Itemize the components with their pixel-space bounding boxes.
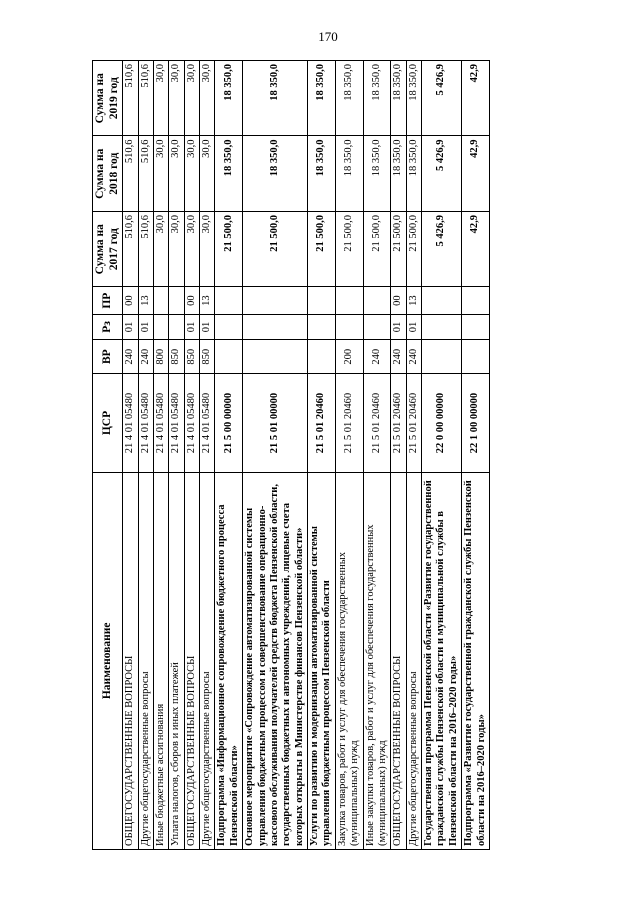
cell-sum-2017: 21 500,0	[391, 211, 406, 286]
cell-sum-2019: 30,0	[184, 61, 199, 137]
cell-pr: 00	[184, 287, 199, 314]
table-row	[184, 61, 199, 850]
cell-pr	[363, 287, 391, 314]
cell-name: Услуги по развитию и модернизации автоматизированной системы управления бюджетным процессом Пензенской области	[308, 472, 336, 849]
table-row	[169, 61, 184, 850]
cell-rz: 01	[200, 314, 215, 339]
cell-name: ОБЩЕГОСУДАРСТВЕННЫЕ ВОПРОСЫ	[184, 472, 199, 849]
cell-sum-2019: 18 350,0	[406, 61, 421, 137]
cell-rz	[169, 314, 184, 339]
cell-pr: 13	[138, 287, 153, 314]
table-row	[406, 61, 421, 850]
cell-rz: 01	[184, 314, 199, 339]
table-row	[123, 61, 138, 850]
cell-csr: 21 4 01 05480	[138, 374, 153, 472]
cell-rz	[215, 314, 243, 339]
cell-rz	[462, 314, 490, 339]
cell-vr	[243, 340, 308, 374]
table-row	[200, 61, 215, 850]
cell-sum-2019: 18 350,0	[308, 61, 336, 137]
cell-rz	[363, 314, 391, 339]
cell-rz	[335, 314, 363, 339]
cell-vr: 800	[153, 340, 168, 374]
table-row	[391, 61, 406, 850]
cell-sum-2018: 18 350,0	[391, 136, 406, 211]
cell-name: Уплата налогов, сборов и иных платежей	[169, 472, 184, 849]
page-number: 170	[318, 29, 338, 44]
cell-rz	[422, 314, 462, 339]
cell-name: Государственная программа Пензенской области «Развитие государственной гражданской службы Пензенской области и муниципальной службы в Пензенской области на 2016–2020 годы»	[422, 472, 462, 849]
cell-csr: 22 1 00 00000	[462, 374, 490, 472]
cell-name: Иные бюджетные ассигнования	[153, 472, 168, 849]
header-rz: Рз	[93, 314, 123, 339]
cell-sum-2017: 21 500,0	[243, 211, 308, 286]
cell-vr: 240	[363, 340, 391, 374]
cell-pr	[153, 287, 168, 314]
table-row	[363, 61, 391, 850]
cell-pr	[308, 287, 336, 314]
cell-rz: 01	[391, 314, 406, 339]
cell-vr: 850	[184, 340, 199, 374]
cell-sum-2017: 30,0	[169, 211, 184, 286]
header-csr: ЦСР	[93, 374, 123, 472]
table-row	[243, 61, 308, 850]
cell-csr: 21 5 01 20460	[391, 374, 406, 472]
cell-sum-2018: 5 426,9	[422, 136, 462, 211]
cell-sum-2018: 30,0	[200, 136, 215, 211]
cell-name: Другие общегосударственные вопросы	[200, 472, 215, 849]
cell-sum-2018: 30,0	[153, 136, 168, 211]
cell-name: Иные закупки товаров, работ и услуг для обеспечения государственных (муниципальных) нужд	[363, 472, 391, 849]
cell-pr	[422, 287, 462, 314]
table-body	[123, 61, 490, 850]
cell-pr	[243, 287, 308, 314]
cell-sum-2018: 18 350,0	[243, 136, 308, 211]
header-sum-2017: Сумма на 2017 год	[93, 211, 123, 286]
cell-sum-2017: 42,9	[462, 211, 490, 286]
cell-csr: 22 0 00 00000	[422, 374, 462, 472]
header-vr: ВР	[93, 340, 123, 374]
cell-vr: 850	[169, 340, 184, 374]
cell-csr: 21 4 01 05480	[200, 374, 215, 472]
header-pr: ПР	[93, 287, 123, 314]
cell-sum-2017: 21 500,0	[308, 211, 336, 286]
cell-sum-2018: 18 350,0	[335, 136, 363, 211]
cell-vr: 240	[391, 340, 406, 374]
cell-sum-2017: 21 500,0	[406, 211, 421, 286]
cell-csr: 21 4 01 05480	[123, 374, 138, 472]
table-row	[462, 61, 490, 850]
cell-sum-2018: 18 350,0	[215, 136, 243, 211]
header-sum-2018: Сумма на 2018 год	[93, 136, 123, 211]
cell-sum-2019: 510,6	[123, 61, 138, 137]
cell-csr: 21 5 01 00000	[243, 374, 308, 472]
cell-csr: 21 4 01 05480	[169, 374, 184, 472]
cell-sum-2017: 21 500,0	[215, 211, 243, 286]
cell-pr: 13	[200, 287, 215, 314]
cell-csr: 21 5 00 00000	[215, 374, 243, 472]
table-header-row	[93, 61, 123, 850]
cell-pr	[215, 287, 243, 314]
cell-name: Закупка товаров, работ и услуг для обеспечения государственных (муниципальных) нужд	[335, 472, 363, 849]
cell-csr: 21 5 01 20460	[363, 374, 391, 472]
cell-sum-2017: 30,0	[184, 211, 199, 286]
table-row	[335, 61, 363, 850]
cell-name: Другие общегосударственные вопросы	[406, 472, 421, 849]
cell-sum-2018: 510,6	[138, 136, 153, 211]
cell-csr: 21 4 01 05480	[153, 374, 168, 472]
cell-pr	[335, 287, 363, 314]
table-row	[422, 61, 462, 850]
cell-sum-2017: 510,6	[138, 211, 153, 286]
cell-sum-2019: 42,9	[462, 61, 490, 137]
rotated-table-container	[92, 60, 622, 850]
cell-pr: 00	[123, 287, 138, 314]
cell-sum-2019: 18 350,0	[391, 61, 406, 137]
cell-name: Подпрограмма «Развитие государственной гражданской службы Пензенской области на 2016–2020 годы»	[462, 472, 490, 849]
cell-vr	[308, 340, 336, 374]
cell-rz: 01	[138, 314, 153, 339]
budget-table	[92, 60, 490, 850]
cell-sum-2017: 5 426,9	[422, 211, 462, 286]
cell-pr: 13	[406, 287, 421, 314]
cell-sum-2018: 18 350,0	[308, 136, 336, 211]
cell-vr: 240	[406, 340, 421, 374]
cell-sum-2019: 30,0	[200, 61, 215, 137]
cell-sum-2018: 42,9	[462, 136, 490, 211]
cell-sum-2019: 30,0	[153, 61, 168, 137]
cell-sum-2019: 18 350,0	[335, 61, 363, 137]
cell-sum-2017: 21 500,0	[335, 211, 363, 286]
cell-sum-2019: 510,6	[138, 61, 153, 137]
cell-sum-2017: 30,0	[153, 211, 168, 286]
cell-csr: 21 4 01 05480	[184, 374, 199, 472]
cell-name: ОБЩЕГОСУДАРСТВЕННЫЕ ВОПРОСЫ	[391, 472, 406, 849]
cell-sum-2019: 5 426,9	[422, 61, 462, 137]
table-row	[153, 61, 168, 850]
header-name: Наименование	[93, 472, 123, 849]
cell-vr	[462, 340, 490, 374]
cell-rz	[153, 314, 168, 339]
cell-name: ОБЩЕГОСУДАРСТВЕННЫЕ ВОПРОСЫ	[123, 472, 138, 849]
cell-pr	[462, 287, 490, 314]
cell-vr: 240	[123, 340, 138, 374]
cell-vr: 850	[200, 340, 215, 374]
cell-rz	[243, 314, 308, 339]
cell-vr	[422, 340, 462, 374]
header-sum-2019: Сумма на 2019 год	[93, 61, 123, 137]
cell-sum-2017: 21 500,0	[363, 211, 391, 286]
cell-sum-2017: 510,6	[123, 211, 138, 286]
cell-csr: 21 5 01 20460	[406, 374, 421, 472]
cell-sum-2018: 30,0	[169, 136, 184, 211]
cell-sum-2018: 30,0	[184, 136, 199, 211]
cell-pr: 00	[391, 287, 406, 314]
cell-sum-2019: 18 350,0	[215, 61, 243, 137]
cell-sum-2018: 18 350,0	[363, 136, 391, 211]
cell-rz: 01	[406, 314, 421, 339]
cell-name: Другие общегосударственные вопросы	[138, 472, 153, 849]
cell-pr	[169, 287, 184, 314]
cell-csr: 21 5 01 20460	[335, 374, 363, 472]
cell-name: Подпрограмма «Информационное сопровождение бюджетного процесса Пензенской области»	[215, 472, 243, 849]
cell-sum-2019: 18 350,0	[363, 61, 391, 137]
cell-vr: 240	[138, 340, 153, 374]
table-row	[138, 61, 153, 850]
cell-csr: 21 5 01 20460	[308, 374, 336, 472]
cell-sum-2017: 30,0	[200, 211, 215, 286]
cell-rz	[308, 314, 336, 339]
cell-sum-2019: 30,0	[169, 61, 184, 137]
cell-rz: 01	[123, 314, 138, 339]
cell-vr: 200	[335, 340, 363, 374]
cell-sum-2019: 18 350,0	[243, 61, 308, 137]
table-row	[308, 61, 336, 850]
cell-name: Основное мероприятие «Сопровождение автоматизированной системы управления бюджетным процессом и совершенствование операционно-кассового обслуживания получателей средств бюджета Пензенской области, государственных бюджетных и автономных учреждений, лицевые счета которых открыты в Министерстве финансов Пензенской области»	[243, 472, 308, 849]
cell-sum-2018: 510,6	[123, 136, 138, 211]
cell-sum-2018: 18 350,0	[406, 136, 421, 211]
table-row	[215, 61, 243, 850]
cell-vr	[215, 340, 243, 374]
